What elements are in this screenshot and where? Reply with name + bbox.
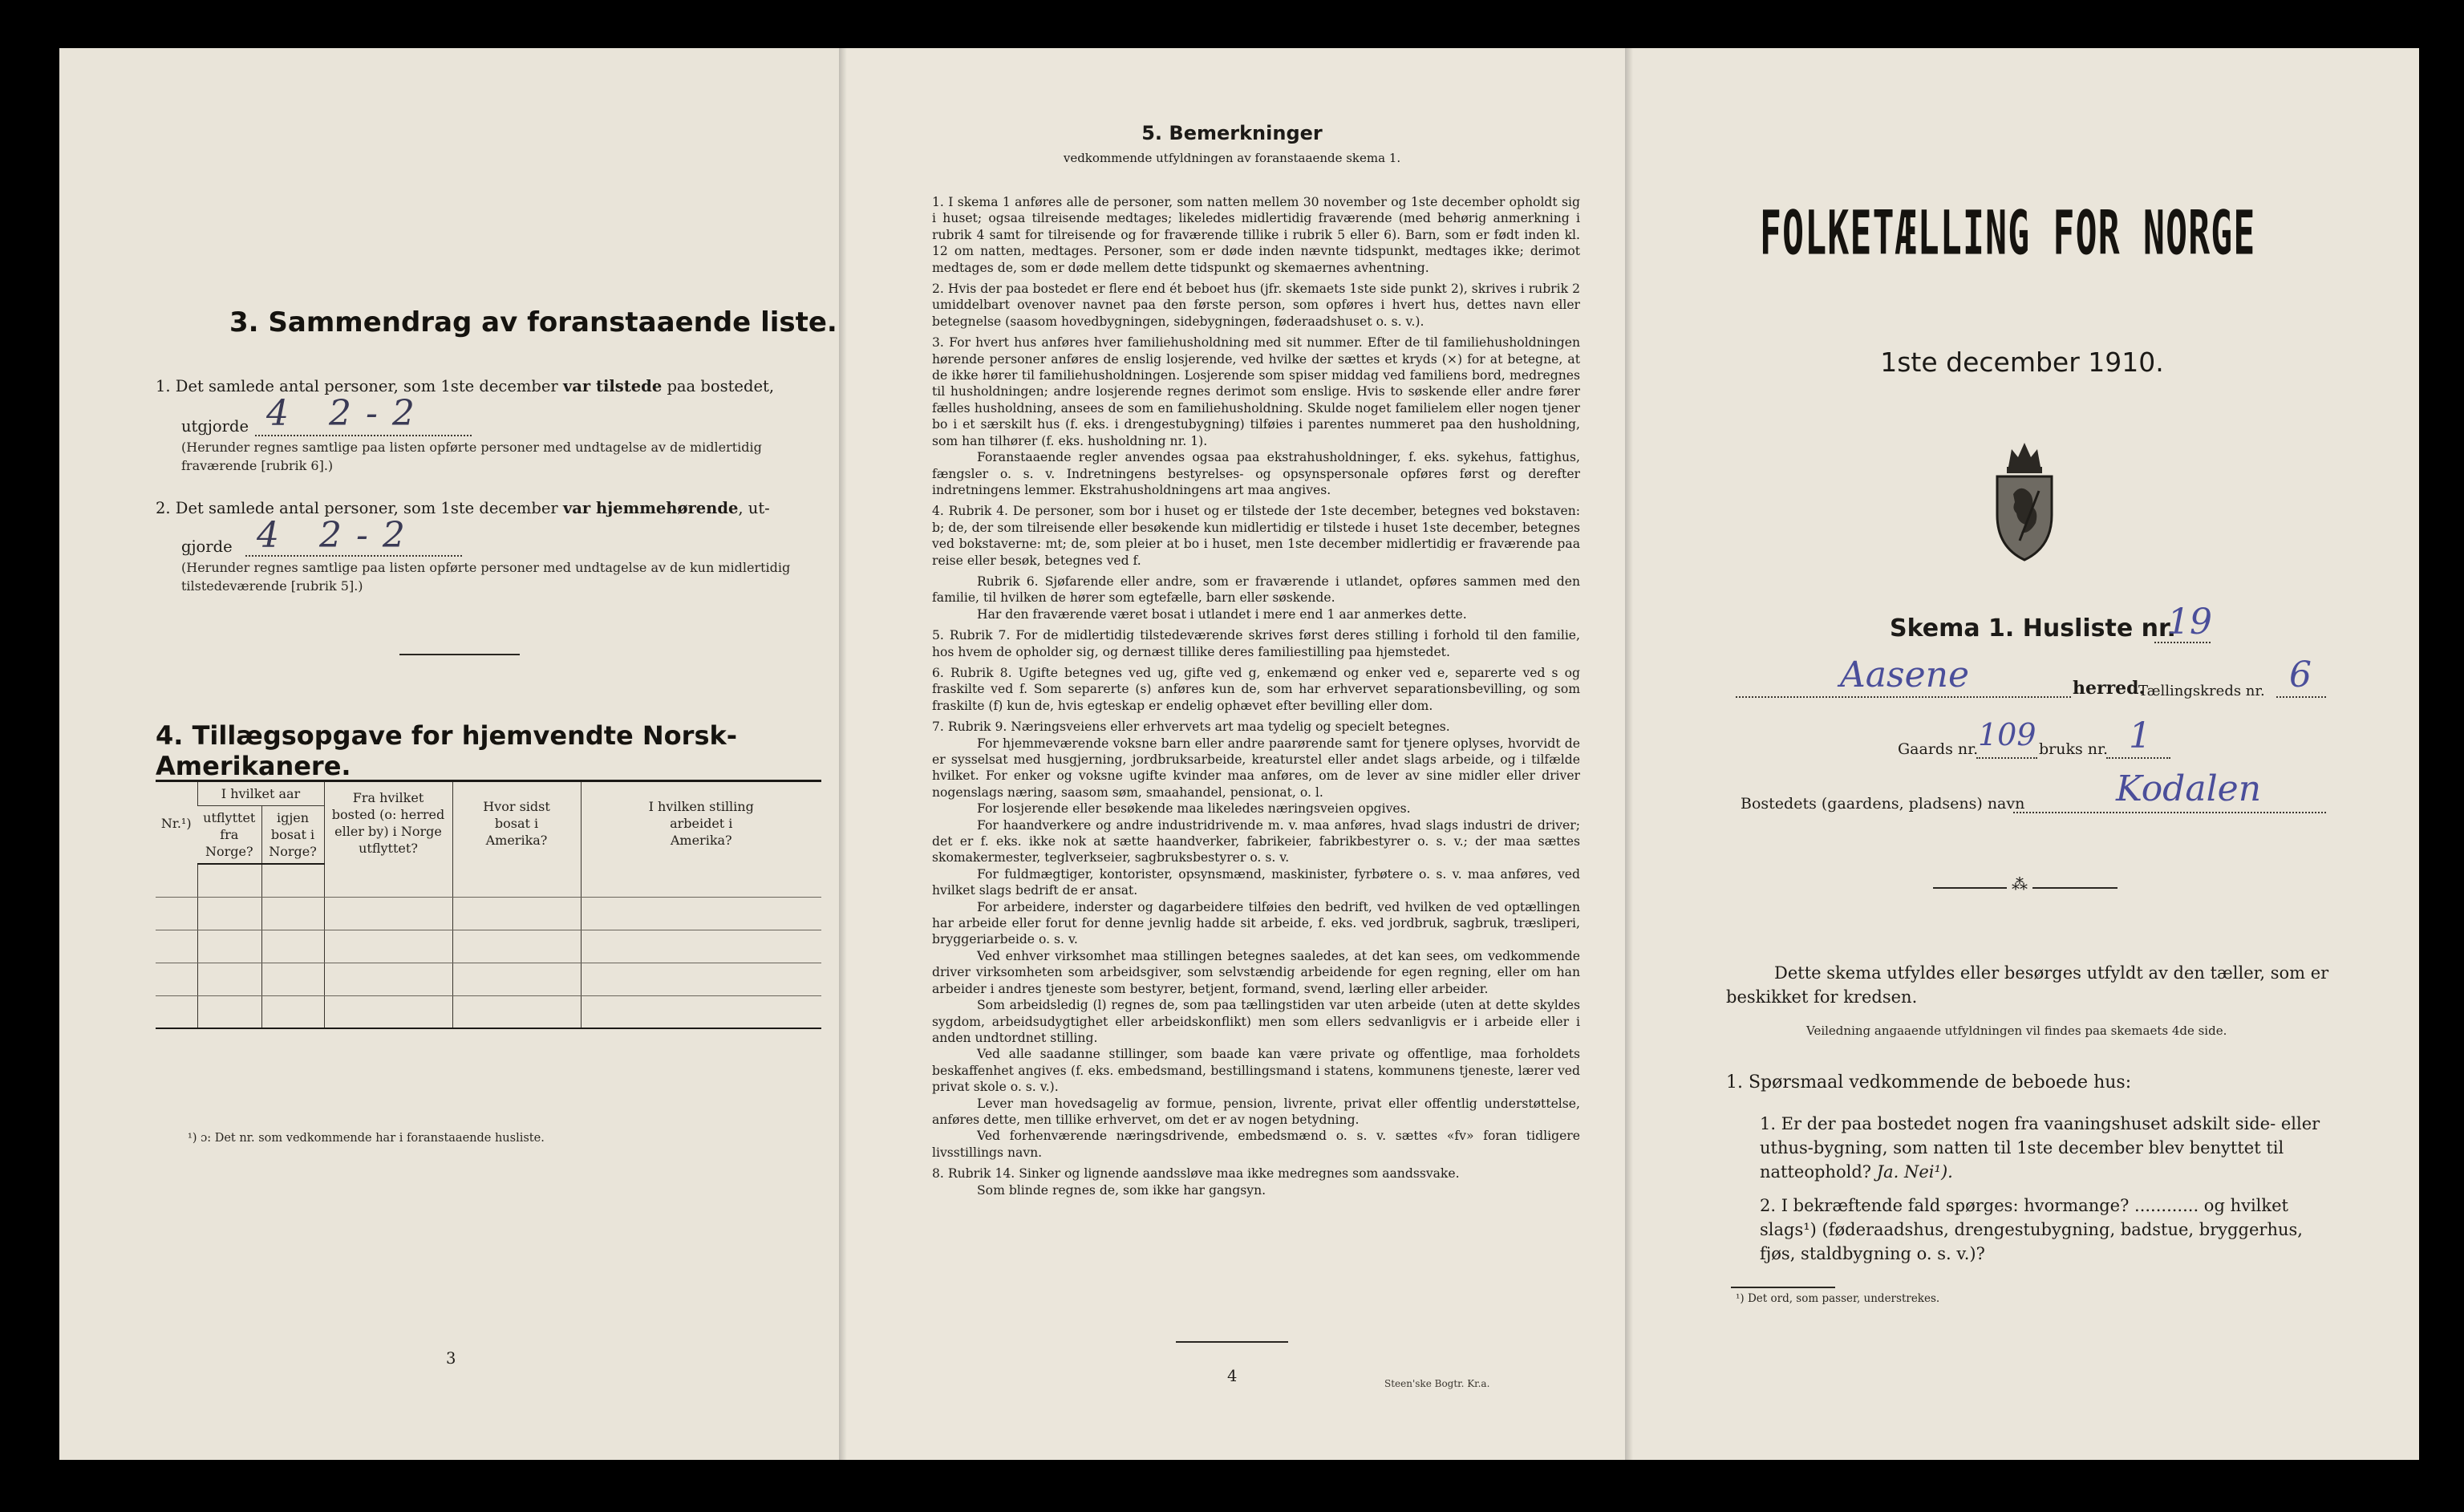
col-stilling: I hvilken stilling arbeidet i Amerika?: [581, 781, 821, 865]
remark-8b: Som blinde regnes de, som ikke har gangsyn.: [977, 1182, 1266, 1198]
kreds-label: Tællingskreds nr.: [2138, 683, 2265, 699]
gaards-label: Gaards nr.: [1898, 740, 1979, 758]
item2-handwritten-count: 4 2-2: [257, 515, 419, 556]
page-number: 3: [446, 1349, 456, 1368]
census-date: 1ste december 1910.: [1880, 347, 2164, 378]
question-1: [1760, 1112, 2339, 1184]
divider: [1176, 1341, 1288, 1343]
page-title-form: [1625, 48, 2419, 1460]
divider: [399, 654, 520, 655]
item1-handwritten-count: 4 2-2: [266, 393, 429, 434]
footnote: ¹) Det ord, som passer, understrekes.: [1736, 1292, 1940, 1305]
bosted-dotline: [2013, 812, 2326, 813]
item1-note: (Herunder regnes samtlige paa listen opførte personer med undtagelse av de midlertidig fraværende [rubrik 6].): [181, 440, 762, 473]
remark-8: 8. Rubrik 14. Sinker og lignende aandssløve maa ikke medregnes som aandssvake.: [932, 1166, 1460, 1182]
item1-bold: var tilstede: [562, 377, 663, 395]
kreds-value: 6: [2289, 655, 2312, 695]
page-bemerkninger: [839, 48, 1625, 1460]
bemerkninger-subheading: vedkommende utfyldningen av foranstaaende skema 1.: [1063, 151, 1401, 165]
bruks-label: bruks nr.: [2039, 740, 2109, 758]
remark-7i: Ved alle saadanne stillinger, som baade kan være private og offentlige, maa forholdets beskaffenhet angives (f. eks. embedsmand, bestillingsmand i statens, kommunens tjeneste, lærer ved privat skole o. s. v.).: [932, 1047, 1580, 1095]
col-utflyttet: utflyttet fra Norge?: [197, 806, 261, 865]
intro-text: Dette skema utfyldes eller besørges utfyldt av den tæller, som er beskikket for kredsen.: [1726, 963, 2329, 1007]
norsk-amerikanere-table: [156, 780, 821, 1029]
table-footnote: ¹) ɔ: Det nr. som vedkommende har i foranstaaende husliste.: [188, 1132, 545, 1145]
item1-text: 1. Det samlede antal personer, som 1ste december: [156, 377, 558, 395]
table-row: [156, 897, 821, 930]
remarks-body: [932, 194, 1580, 1198]
page-number: 4: [1227, 1367, 1238, 1385]
remark-7c: For losjerende eller besøkende maa likeledes næringsveien opgives.: [977, 801, 1411, 817]
page-section-3-4: [59, 48, 839, 1460]
remark-7k: Ved forhenværende næringsdrivende, embedsmænd o. s. v. sættes «fv» foran tidligere livsstillings navn.: [932, 1129, 1580, 1160]
question-1-answer: Ja. Nei¹).: [1876, 1162, 1953, 1182]
col-group-year: I hvilket aar: [197, 781, 324, 806]
remark-6: 6. Rubrik 8. Ugifte betegnes ved ug, gifte ved g, enkemænd og enker ved e, separerte ved s og fraskilte ved f. Som separerte (s) anføres kun de, som har erhvervet separationsbevilling, og som fraskilte (f) kun de, hvis egteskap er endelig ophævet efter bevilling eller dom.: [932, 665, 1580, 713]
kreds-dotline: [2276, 696, 2326, 698]
section-3-heading: 3. Sammendrag av foranstaaende liste.: [229, 306, 837, 338]
page-fold: [839, 48, 847, 1460]
col-igjen-bosat: igjen bosat i Norge?: [261, 806, 324, 865]
remark-2: 2. Hvis der paa bostedet er flere end ét beboet hus (jfr. skemaets 1ste side punkt 2), skrives i rubrik 2 umiddelbart ovenover navnet paa den første person, som opføres i hvert hus, dettes navn eller betegnelse (saasom hovedbygningen, sidebygningen, føderaadshuset o. s. v.).: [932, 282, 1580, 329]
remark-7h: Som arbeidsledig (l) regnes de, som paa tællingstiden var uten arbeide (uten at dette skyldes sygdom, arbeidsudygtighet eller arbeidskonflikt) men som ellers sedvanligvis er i arbeide eller i anden undtordnet stilling.: [932, 998, 1580, 1045]
bruks-value: 1: [2129, 715, 2151, 756]
remark-7: 7. Rubrik 9. Næringsveiens eller erhvervets art maa tydelig og specielt betegnes.: [932, 720, 1450, 735]
herred-value: Aasene: [1840, 655, 1970, 695]
census-title-box: [1760, 197, 2321, 294]
remark-3: 3. For hvert hus anføres hver familiehusholdning med sit nummer. Efter de til familiehusholdningen hørende personer anføres de enslig losjerende, ved hvilke der sættes et kryds (×) for at betegne, at de ikke hører til familiehusholdningen. Losjerende som spiser middag ved familiens bord, medregnes til husholdningen; andre losjerende regnes derimot som enslige. Hvis to søskende eller andre fører fælles husholdning, ansees de som en familiehusholdning. Skulde noget familielem eller nogen tjener bo i et særskilt hus (f. eks. i drengestubygning) tilføies i parentes nummeret paa den husholdning, som han tilhører (f. eks. husholdning nr. 1).: [932, 335, 1580, 448]
gaards-value: 109: [1978, 717, 2036, 752]
col-fra-bosted: Fra hvilket bosted (o: herred eller by) i Norge utflyttet?: [324, 781, 452, 865]
veiledning-text: Veiledning angaaende utfyldningen vil findes paa skemaets 4de side.: [1806, 1024, 2227, 1038]
question-1-text: 1. Er der paa bostedet nogen fra vaaningshuset adskilt side- eller uthus-bygning, som natten til 1ste december blev benyttet til natteophold?: [1760, 1114, 2320, 1182]
summary-item-1: [156, 375, 829, 398]
remark-7f: For arbeidere, inderster og dagarbeidere tilføies den bedrift, ved hvilken de ved optællingen har arbeide eller forut for denne jevnlig hadde sit arbeide, f. eks. ved jordbruk, sagbruk, træsliperi, bryggeriarbeide o. s. v.: [932, 899, 1580, 947]
bosted-value: Kodalen: [2116, 768, 2262, 809]
item1-utgjorde-label: utgjorde: [181, 417, 249, 436]
table-row: [156, 963, 821, 995]
herred-dotline: [1736, 696, 2071, 698]
col-nr: Nr.¹): [156, 781, 197, 865]
table-row: [156, 864, 821, 897]
skema-label: Skema 1. Husliste nr.: [1890, 614, 2176, 642]
bruks-dotline: [2106, 757, 2170, 759]
table-row: [156, 930, 821, 963]
gaards-dotline: [1976, 757, 2037, 759]
table-row: [156, 995, 821, 1028]
ornament-icon: ⁂: [2007, 874, 2032, 894]
item2-utgjorde-label: gjorde: [181, 537, 233, 556]
herred-label: herred.: [2073, 678, 2146, 699]
remark-5: 5. Rubrik 7. For de midlertidig tilstedeværende skrives først deres stilling i forhold til den familie, hos hvem de opholder sig, og dernæst tillike deres familiestilling paa hjemstedet.: [932, 628, 1580, 659]
remark-4c: Har den fraværende været bosat i utlandet i mere end 1 aar anmerkes dette.: [977, 606, 1467, 622]
remark-7d: For haandverkere og andre industridrivende m. v. maa anføres, hvad slags industri de driver; det er f. eks. ikke nok at sætte haandverker, fabrikeier, fabrikbestyrer o. s. v.; der maa sættes skomakermester, teglverkseier, sagbruksbestyrer o. s. v.: [932, 817, 1580, 865]
item1-dotline: [255, 435, 472, 436]
remark-7j: Lever man hovedsagelig av formue, pension, livrente, privat eller offentlig understøttelse, anføres dette, men tillike erhvervet, om det er av nogen betydning.: [932, 1096, 1580, 1127]
norwegian-lion-crest-icon: [1991, 435, 2058, 563]
item2-text-b: , ut-: [738, 499, 770, 517]
remark-7e: For fuldmægtiger, kontorister, opsynsmænd, maskinister, fyrbøtere o. s. v. maa anføres, ved hvilket slags bedrift de er ansat.: [932, 866, 1580, 898]
page-fold: [1625, 48, 1633, 1460]
bosted-label: Bostedets (gaardens, pladsens) navn: [1741, 795, 2025, 813]
husliste-nr-value: 19: [2167, 602, 2212, 642]
section-4-heading: 4. Tillægsopgave for hjemvendte Norsk-Amerikanere.: [156, 720, 738, 781]
remark-1: 1. I skema 1 anføres alle de personer, som natten mellem 30 november og 1ste december opholdt sig i huset; ogsaa tilreisende medtages; likeledes midlertidig fraværende (med behørig anmerkning i rubrik 4 samt for tilreisende og for fraværende tillike i rubrik 5 eller 6). Barn, som er født inden kl. 12 om natten, medtages. Personer, som er døde inden nævnte tidspunkt, medtages ikke; derimot medtages de, som er døde mellem dette tidspunkt og skemaernes avhentning.: [932, 195, 1580, 275]
remark-4: 4. Rubrik 4. De personer, som bor i huset og er tilstede der 1ste december, betegnes ved bokstaven: b; de, der som tilreisende eller besøkende kun midlertidig er tilstede i huset 1ste december, betegnes ved bokstaverne: mt; de, som pleier at bo i huset, men 1ste december midlertidig er fraværende paa reise eller besøk, betegnes ved f.: [932, 504, 1580, 568]
footnote-rule: [1731, 1287, 1835, 1288]
question-2: 2. I bekræftende fald spørges: hvormange? ............ og hvilket slags¹) (føderaadshus, drengestubygning, badstue, bryggerhus, fjøs, staldbygning o. s. v.)?: [1760, 1196, 2303, 1263]
bemerkninger-heading: 5. Bemerkninger: [1141, 122, 1323, 144]
remark-7g: Ved enhver virksomhet maa stillingen betegnes saaledes, at det kan sees, om vedkommende driver virksomheten som arbeidsgiver, som selvstændig arbeidende for egen regning, eller om han arbeider i andres tjeneste som bestyrer, betjent, formand, svend, lærling eller arbeider.: [932, 948, 1580, 996]
printer-mark: Steen'ske Bogtr. Kr.a.: [1384, 1378, 1490, 1389]
item2-note: (Herunder regnes samtlige paa listen opførte personer med undtagelse av de kun midlertidig tilstedeværende [rubrik 5].): [181, 560, 791, 594]
remark-4b: Rubrik 6. Sjøfarende eller andre, som er fraværende i utlandet, opføres sammen med den familie, til hvilken de hører som egtefælle, barn eller søskende.: [932, 574, 1580, 606]
question-heading: 1. Spørsmaal vedkommende de beboede hus:: [1726, 1072, 2132, 1092]
remark-7b: For hjemmeværende voksne barn eller andre paarørende samt for tjenere oplyses, hvorvidt de er sysselsat med husgjerning, jordbruksarbeide, kreaturstel eller andet slags arbeide, og i tilfælde hvilket. For enker og voksne ugifte kvinder maa anføres, om de lever av sine midler eller driver nogenslags næring, saasom søm, smaahandel, pensionat, o. l.: [932, 736, 1580, 800]
remark-3b: Foranstaaende regler anvendes ogsaa paa ekstrahusholdninger, f. eks. sykehus, fattighus, fængsler o. s. v. Indretningens bestyrelses- og opsynspersonale opføres først og derefter indretningens lemmer. Ekstrahusholdningens art maa angives.: [932, 450, 1580, 497]
item2-bold: var hjemmehørende: [562, 499, 739, 517]
col-hvor-bosat: Hvor sidst bosat i Amerika?: [452, 781, 581, 865]
item1-text-b: paa bostedet,: [667, 377, 775, 395]
item2-text: 2. Det samlede antal personer, som 1ste december: [156, 499, 558, 517]
census-title: FOLKETÆLLING FOR NORGE: [1760, 197, 2256, 269]
